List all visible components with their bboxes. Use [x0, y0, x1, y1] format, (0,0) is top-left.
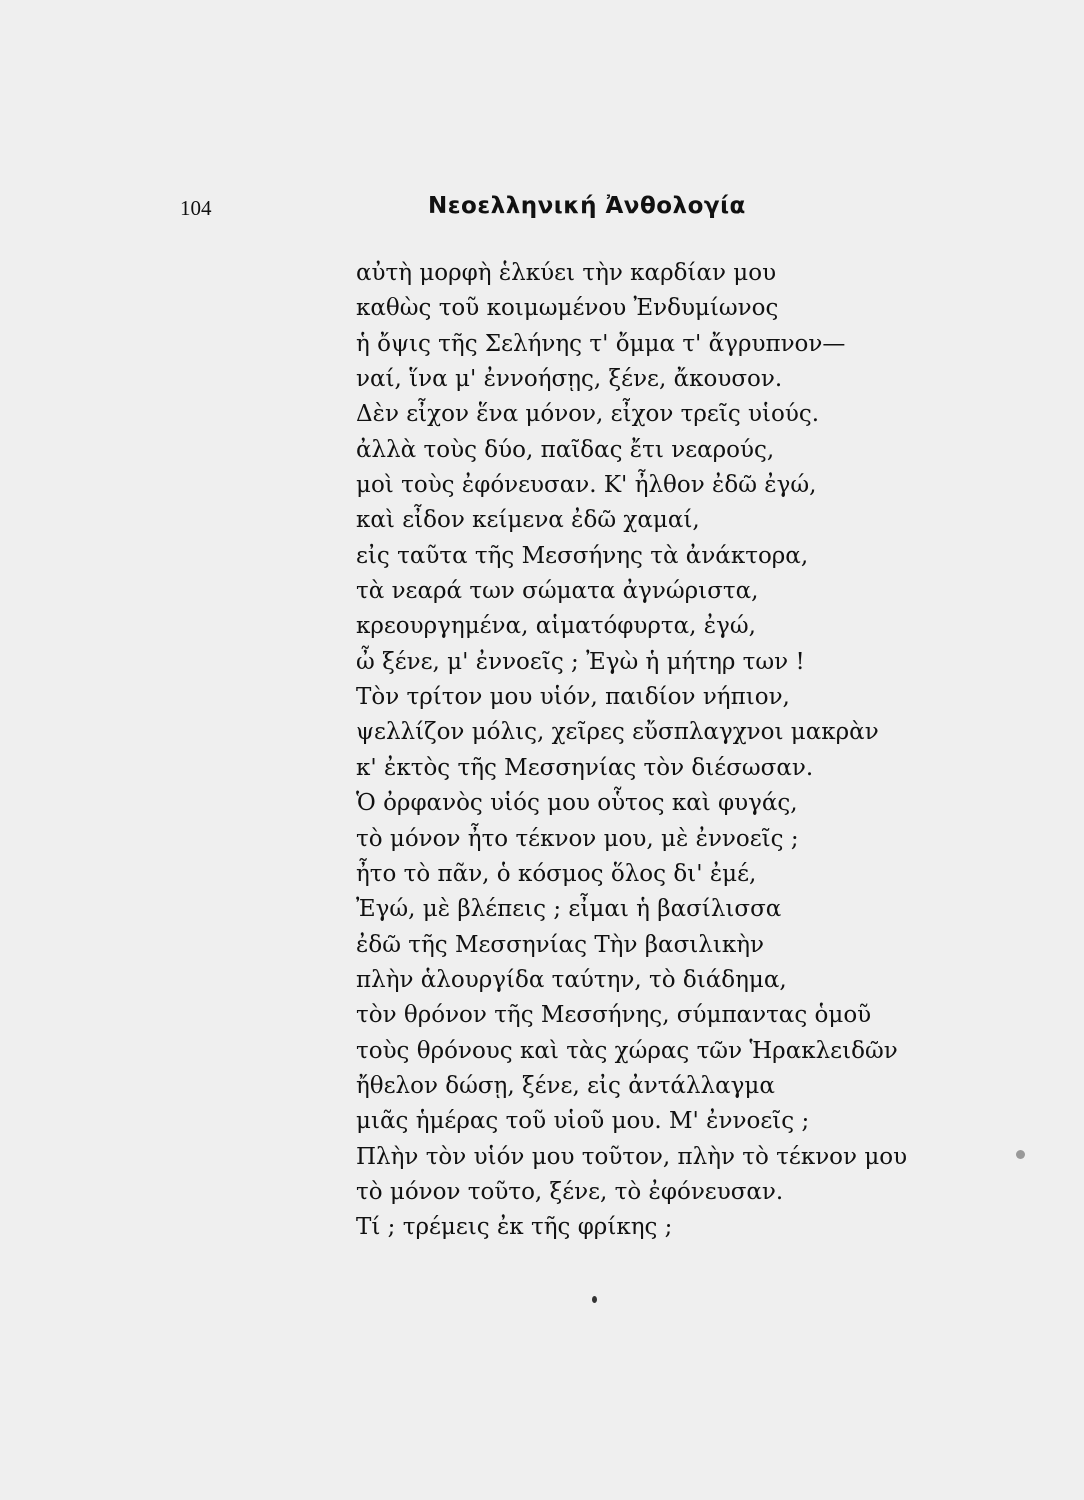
- poem-line: καθὼς τοῦ κοιμωμένου Ἐνδυμίωνος: [356, 295, 779, 322]
- poem-line: ὦ ξένε, μ' ἐννοεῖς ; Ἐγὼ ἡ μήτηρ των !: [356, 648, 805, 675]
- poem-line: ἤθελον δώσῃ, ξένε, εἰς ἀντάλλαγμα: [356, 1072, 775, 1099]
- poem-line: ναί, ἵνα μ' ἐννοήσῃς, ξένε, ἄκουσον.: [356, 366, 783, 393]
- page-number: 104: [180, 196, 212, 220]
- poem-line: εἰς ταῦτα τῆς Μεσσήνης τὰ ἀνάκτορα,: [356, 542, 809, 569]
- paper-speck: [592, 1296, 597, 1303]
- poem-line: τοὺς θρόνους καὶ τὰς χώρας τῶν Ἡρακλειδῶν: [356, 1037, 898, 1064]
- poem-line: ψελλίζον μόλις, χεῖρες εὔσπλαγχνοι μακρὰν: [356, 719, 879, 746]
- poem-line: καὶ εἶδον κείμενα ἐδῶ χαμαί,: [356, 507, 700, 534]
- paper-speck: [1016, 1150, 1025, 1159]
- poem-line: αὐτὴ μορφὴ ἑλκύει τὴν καρδίαν μου: [356, 260, 777, 286]
- poem-line: ἦτο τὸ πᾶν, ὁ κόσμος ὅλος δι' ἐμέ,: [356, 860, 757, 887]
- poem-line: Ὁ ὀρφανὸς υἱός μου οὗτος καὶ φυγάς,: [356, 790, 798, 817]
- poem-line: Πλὴν τὸν υἱόν μου τοῦτον, πλὴν τὸ τέκνον μου: [356, 1143, 908, 1170]
- poem-line: ἀλλὰ τοὺς δύο, παῖδας ἔτι νεαρούς,: [356, 436, 775, 463]
- poem-line: κρεουργημένα, αἱματόφυρτα, ἐγώ,: [356, 613, 756, 640]
- poem-line: ἐδῶ τῆς Μεσσηνίας Τὴν βασιλικὴν: [356, 931, 765, 958]
- poem-line: μιᾶς ἡμέρας τοῦ υἱοῦ μου. Μ' ἐννοεῖς ;: [356, 1108, 810, 1135]
- running-head: Νεοελληνική Ἀνθολογία: [428, 193, 746, 219]
- poem-line: τὸ μόνον ἦτο τέκνον μου, μὲ ἐννοεῖς ;: [356, 825, 799, 852]
- poem-line: τὸν θρόνον τῆς Μεσσήνης, σύμπαντας ὁμοῦ: [356, 1002, 872, 1029]
- poem-line: Ἐγώ, μὲ βλέπεις ; εἶμαι ἡ βασίλισσα: [356, 896, 782, 923]
- poem-line: τὸ μόνον τοῦτο, ξένε, τὸ ἐφόνευσαν.: [356, 1178, 784, 1205]
- poem-line: πλὴν ἁλουργίδα ταύτην, τὸ διάδημα,: [356, 966, 787, 993]
- poem-line: Τί ; τρέμεις ἐκ τῆς φρίκης ;: [356, 1214, 673, 1241]
- poem-line: Τὸν τρίτον μου υἱόν, παιδίον νήπιον,: [356, 684, 790, 711]
- poem-line: τὰ νεαρά των σώματα ἀγνώριστα,: [356, 578, 759, 605]
- poem-line: ἡ ὄψις τῆς Σελήνης τ' ὄμμα τ' ἄγρυπνον—: [356, 330, 846, 357]
- poem-line: Δὲν εἶχον ἕνα μόνον, εἶχον τρεῖς υἱούς.: [356, 401, 820, 428]
- poem-line: κ' ἐκτὸς τῆς Μεσσηνίας τὸν διέσωσαν.: [356, 754, 814, 781]
- poem-line: μοὶ τοὺς ἐφόνευσαν. Κ' ἦλθον ἐδῶ ἐγώ,: [356, 472, 817, 499]
- poem-text: [356, 256, 907, 1246]
